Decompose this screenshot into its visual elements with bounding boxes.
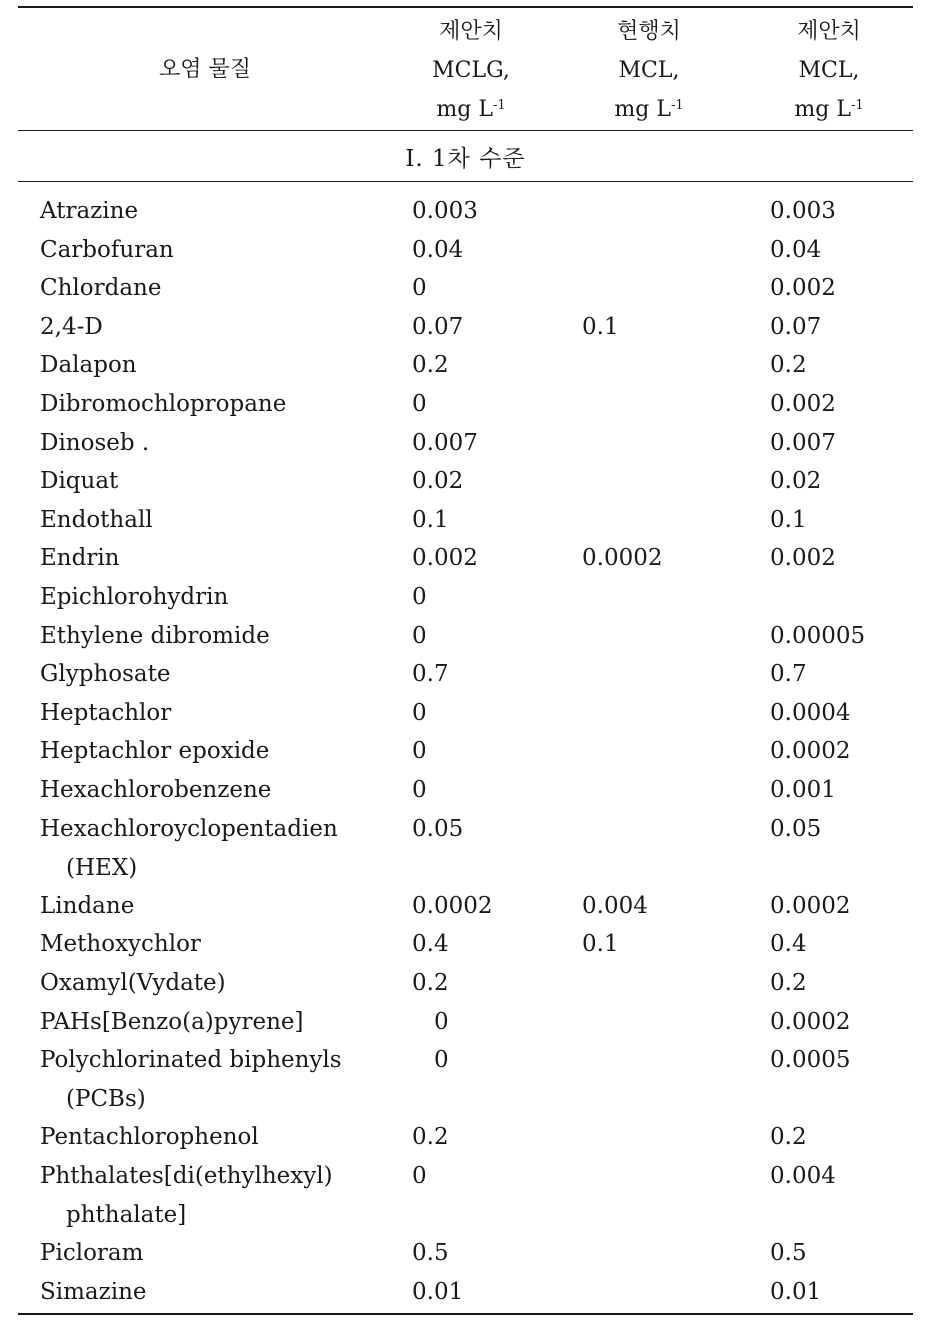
- header-current-mcl: [574, 12, 724, 129]
- table-row: [0, 771, 932, 810]
- header-proposed-mclg-line-2: MCLG,: [432, 58, 510, 83]
- table-row: [0, 308, 932, 347]
- mclg-value: 0: [434, 1047, 449, 1074]
- unit-exponent: -1: [850, 98, 864, 113]
- pollutant-name-line: Atrazine: [40, 198, 139, 224]
- pollutant-name-line: Glyphosate: [40, 661, 171, 688]
- mclg-value: 0.7: [412, 661, 449, 688]
- mclg-value: 0.04: [412, 236, 464, 263]
- pollutant-name-line: Picloram: [40, 1240, 144, 1267]
- proposed-mcl-value: 0.2: [770, 970, 807, 996]
- pollutant-name-line: Hexachloroyclopentadien: [40, 815, 338, 842]
- table-row: [0, 887, 932, 926]
- table-row: [0, 694, 932, 733]
- current-mcl-value: 0.1: [582, 931, 619, 958]
- header-current-mcl-line-1: 현행치: [617, 19, 681, 44]
- proposed-mcl-value: 0.0005: [770, 1047, 851, 1074]
- table-row: [0, 1157, 932, 1235]
- pollutant-name: [40, 192, 138, 231]
- pollutant-name-continuation: (PCBs): [66, 1086, 146, 1113]
- pollutant-name: [40, 1234, 143, 1273]
- table-row: [0, 578, 932, 617]
- pollutant-name-line: Dinoseb .: [40, 429, 150, 456]
- pollutant-name: [40, 539, 120, 578]
- proposed-mcl-value: 0.003: [770, 198, 836, 224]
- pollutant-name-line: Hexachlorobenzene: [40, 777, 272, 803]
- mclg-value: 0.003: [412, 198, 478, 224]
- proposed-mcl-value: 0.001: [770, 777, 836, 803]
- pollutant-name: [40, 655, 170, 694]
- header-proposed-mcl-unit: mg $L^{-1}$: [794, 97, 864, 122]
- pollutant-name: [40, 732, 269, 771]
- proposed-mcl-value: 0.0002: [770, 892, 851, 919]
- table-row: [0, 231, 932, 270]
- mclg-value: 0.2: [412, 1124, 449, 1151]
- proposed-mcl-value: 0.0004: [770, 699, 851, 726]
- table-row: [0, 385, 932, 424]
- pollutant-name-line: Dalapon: [40, 352, 137, 379]
- section-title: I. 1차 수준: [405, 146, 526, 172]
- mclg-value: 0.02: [412, 468, 464, 495]
- header-pollutant: 오염 물질: [158, 57, 251, 82]
- pollutant-name: [40, 887, 134, 926]
- mclg-value: 0: [412, 699, 427, 726]
- proposed-mcl-value: 0.002: [770, 275, 836, 302]
- mclg-value: 0.2: [412, 970, 449, 996]
- proposed-mcl-value: 0.002: [770, 545, 836, 572]
- mclg-value: 0.1: [412, 506, 449, 533]
- pollutant-name-line: PAHs[Benzo(a)pyrene]: [40, 1008, 304, 1035]
- table-row: [0, 810, 932, 888]
- mclg-value: 0: [412, 584, 427, 610]
- pollutant-name-line: Oxamyl(Vydate): [40, 970, 226, 996]
- pollutant-name: [40, 694, 171, 733]
- pollutant-name-line: Diquat: [40, 468, 119, 495]
- mclg-value: 0: [412, 777, 427, 803]
- pollutant-name-line: Simazine: [40, 1278, 147, 1305]
- proposed-mcl-value: 0.04: [770, 236, 822, 263]
- mclg-value: 0: [412, 1163, 427, 1189]
- proposed-mcl-value: 0.4: [770, 931, 807, 958]
- pollutant-name: [40, 501, 153, 540]
- pollutant-name: [40, 462, 118, 501]
- pollutant-name-line: Heptachlor epoxide: [40, 738, 270, 765]
- pollutant-name: [40, 346, 137, 385]
- proposed-mcl-value: 0.002: [770, 391, 836, 417]
- pollutant-name-line: Endrin: [40, 545, 120, 572]
- proposed-mcl-value: 0.01: [770, 1278, 822, 1305]
- pollutant-name: [40, 1041, 342, 1119]
- pollutant-name-line: Chlordane: [40, 275, 162, 302]
- proposed-mcl-value: 0.004: [770, 1163, 836, 1189]
- pollutant-name-line: Lindane: [40, 892, 135, 919]
- current-mcl-value: 0.1: [582, 313, 619, 340]
- pollutant-name-continuation: (HEX): [66, 854, 138, 881]
- proposed-mcl-value: 0.2: [770, 352, 807, 379]
- pollutant-name: [40, 578, 228, 617]
- pollutant-name-line: Heptachlor: [40, 699, 172, 726]
- table-row: [0, 1003, 932, 1042]
- section-bottom-rule: [18, 181, 913, 182]
- pollutant-name: [40, 424, 149, 463]
- header-current-mcl-unit: mg $L^{-1}$: [614, 97, 684, 122]
- header-proposed-mclg: [396, 12, 546, 129]
- pollutant-name-line: Pentachlorophenol: [40, 1124, 259, 1151]
- unit-exponent: -1: [670, 98, 684, 113]
- table-row: [0, 539, 932, 578]
- pollutant-name: [40, 269, 161, 308]
- pollutant-name-line: Epichlorohydrin: [40, 584, 229, 610]
- proposed-mcl-value: 0.7: [770, 661, 807, 688]
- proposed-mcl-value: 0.1: [770, 506, 807, 533]
- header-proposed-mclg-unit: mg $L^{-1}$: [436, 97, 506, 122]
- pollutant-name-continuation: phthalate]: [66, 1202, 187, 1228]
- proposed-mcl-value: 0.0002: [770, 738, 851, 765]
- mclg-value: 0.5: [412, 1240, 449, 1267]
- pollutant-name: [40, 1157, 333, 1235]
- table-row: [0, 501, 932, 540]
- proposed-mcl-value: 0.0002: [770, 1008, 851, 1035]
- table-row: [0, 1273, 932, 1312]
- mclg-value: 0.07: [412, 313, 464, 340]
- mclg-value: 0: [412, 275, 427, 302]
- header-proposed-mcl-line-2: MCL,: [798, 58, 860, 83]
- header-bottom-rule: [18, 130, 913, 131]
- pollutant-name: [40, 810, 338, 888]
- table-row: [0, 192, 932, 231]
- table-row: [0, 346, 932, 385]
- table-row: [0, 269, 932, 308]
- pollutant-name: [40, 231, 174, 270]
- pollutant-name-line: Dibromochlopropane: [40, 391, 287, 417]
- proposed-mcl-value: 0.05: [770, 815, 822, 842]
- pollutant-name: [40, 308, 103, 347]
- unit-exponent: -1: [492, 98, 506, 113]
- table-row: [0, 732, 932, 771]
- pollutant-name: [40, 1003, 303, 1042]
- table-top-rule: [18, 6, 913, 8]
- pollutant-name-line: Endothall: [40, 506, 153, 533]
- mclg-value: 0: [412, 622, 427, 649]
- mclg-value: 0.05: [412, 815, 464, 842]
- pollutant-name: [40, 964, 226, 1003]
- header-proposed-mclg-line-1: 제안치: [439, 19, 503, 44]
- table-row: [0, 424, 932, 463]
- proposed-mcl-value: 0.07: [770, 313, 822, 340]
- table-row: [0, 617, 932, 656]
- table-row: [0, 1118, 932, 1157]
- table-row: [0, 1234, 932, 1273]
- table-row: [0, 462, 932, 501]
- pollutant-name-line: 2,4-D: [40, 313, 103, 340]
- mclg-value: 0.007: [412, 429, 478, 456]
- table-row: [0, 964, 932, 1003]
- header-proposed-mcl-line-1: 제안치: [797, 19, 861, 44]
- pollutant-name: [40, 617, 270, 656]
- mclg-value: 0.2: [412, 352, 449, 379]
- mclg-value: 0.4: [412, 931, 449, 958]
- pollutant-name: [40, 1118, 259, 1157]
- current-mcl-value: 0.0002: [582, 545, 663, 572]
- proposed-mcl-value: 0.02: [770, 468, 822, 495]
- pollutant-name: [40, 1273, 147, 1312]
- mclg-value: 0.0002: [412, 892, 493, 919]
- table-row: [0, 1041, 932, 1119]
- pollutant-name-line: Phthalates[di(ethylhexyl): [40, 1163, 333, 1189]
- mclg-value: 0: [412, 738, 427, 765]
- proposed-mcl-value: 0.007: [770, 429, 836, 456]
- pollutant-name-line: Polychlorinated biphenyls: [40, 1047, 342, 1074]
- pollutant-name: [40, 771, 271, 810]
- proposed-mcl-value: 0.2: [770, 1124, 807, 1151]
- header-proposed-mcl: [754, 12, 904, 129]
- table-row: [0, 925, 932, 964]
- pollutant-name-line: Carbofuran: [40, 236, 174, 263]
- pollutant-name-line: Ethylene dibromide: [40, 622, 270, 649]
- pollutant-name: [40, 385, 286, 424]
- table-bottom-rule: [18, 1313, 913, 1315]
- proposed-mcl-value: 0.5: [770, 1240, 807, 1267]
- mclg-value: 0: [412, 391, 427, 417]
- mclg-value: 0.002: [412, 545, 478, 572]
- table-row: [0, 655, 932, 694]
- pollutant-name: [40, 925, 201, 964]
- pollutant-name-line: Methoxychlor: [40, 931, 201, 958]
- proposed-mcl-value: 0.00005: [770, 622, 866, 649]
- mclg-value: 0.01: [412, 1278, 464, 1305]
- header-current-mcl-line-2: MCL,: [618, 58, 680, 83]
- current-mcl-value: 0.004: [582, 892, 648, 919]
- mclg-value: 0: [434, 1008, 449, 1035]
